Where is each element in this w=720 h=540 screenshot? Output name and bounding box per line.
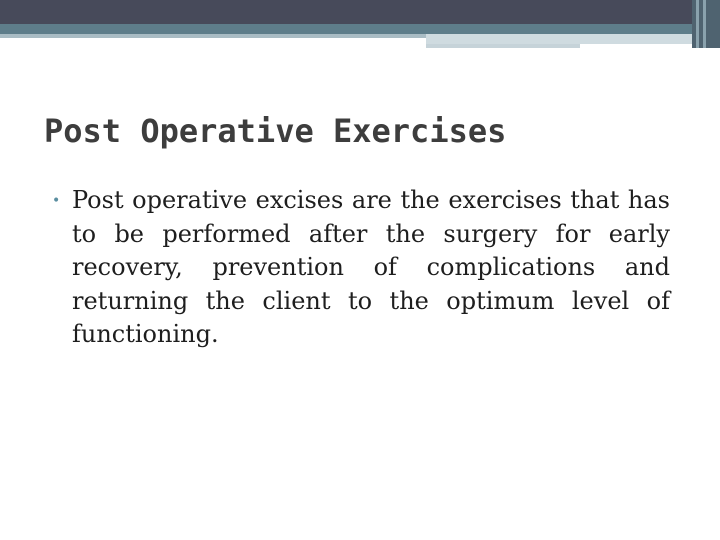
bullet-item	[52, 184, 670, 352]
accent-band-step-lower	[426, 44, 580, 48]
corner-stripe	[703, 0, 706, 48]
corner-block	[692, 0, 720, 48]
corner-stripe	[696, 0, 699, 48]
top-bar	[0, 0, 720, 24]
accent-band-step	[426, 34, 692, 44]
bullet-marker: •	[52, 193, 61, 209]
accent-band-light	[0, 34, 426, 38]
bullet-text: Post operative excises are the exercises that has to be performed after the surgery for early recovery, prevention of complications and returning the client to the optimum level of functioning.	[72, 186, 670, 349]
slide-title: Post Operative Exercises	[44, 112, 507, 150]
accent-band	[0, 24, 692, 34]
slide-body	[52, 184, 670, 352]
